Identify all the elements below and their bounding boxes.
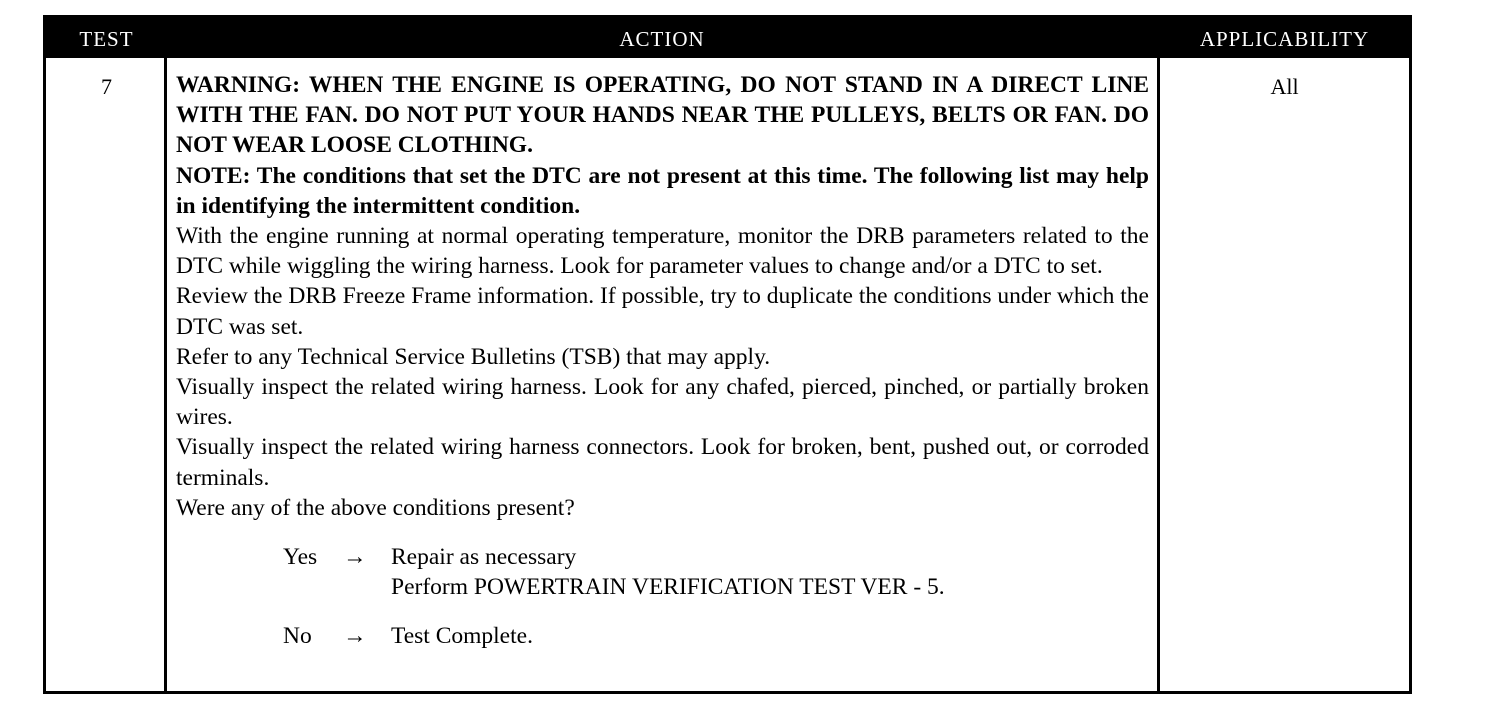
step-text: Visually inspect the related wiring harness. Look for any chafed, pierced, pinched, or partially broken wires. <box>176 374 1149 431</box>
header-applicability: APPLICABILITY <box>1199 27 1370 51</box>
result-line: Repair as necessary <box>391 544 577 571</box>
answer-list <box>176 542 1149 652</box>
step-text: With the engine running at normal operating temperature, monitor the DRB parameters related to the DTC while wiggling the wiring harness. Look for parameter values to change and/or a DTC to set. <box>176 223 1149 280</box>
answer-label: No <box>283 623 312 650</box>
column-divider-right <box>1157 58 1160 694</box>
right-arrow-icon: → <box>343 544 367 571</box>
table-header <box>46 18 1409 58</box>
action-cell <box>176 70 1149 652</box>
answer-result <box>391 621 533 651</box>
header-test: TEST <box>79 27 134 51</box>
warning-text: WARNING: WHEN THE ENGINE IS OPERATING, DO NOT STAND IN A DIRECT LINE WITH THE FAN. DO NOT PUT YOUR HANDS NEAR THE PULLEYS, BELTS OR FAN. DO NOT WEAR LOOSE CLOTHING. <box>176 72 1149 159</box>
answer-row-yes <box>176 542 1149 602</box>
step-text: Visually inspect the related wiring harness connectors. Look for broken, bent, pushed out, or corroded terminals. <box>176 434 1149 491</box>
step-text: Refer to any Technical Service Bulletins (TSB) that may apply. <box>176 343 771 370</box>
header-action: ACTION <box>619 27 705 51</box>
step-text: Review the DRB Freeze Frame information. If possible, try to duplicate the conditions under which the DTC was set. <box>176 283 1149 340</box>
test-number: 7 <box>101 74 112 99</box>
result-line: Perform POWERTRAIN VERIFICATION TEST VER - 5. <box>391 574 945 601</box>
question-text: Were any of the above conditions present? <box>176 494 575 521</box>
note-text: NOTE: The conditions that set the DTC are not present at this time. The following list may help in identifying the intermittent condition. <box>176 162 1149 219</box>
answer-result <box>391 542 945 602</box>
answer-label: Yes <box>283 544 318 571</box>
right-arrow-icon: → <box>343 623 367 650</box>
column-divider-left <box>164 58 167 694</box>
result-line: Test Complete. <box>391 623 533 650</box>
diagnostic-test-table <box>43 15 1412 694</box>
applicability-value: All <box>1270 74 1299 99</box>
answer-row-no <box>176 621 1149 651</box>
